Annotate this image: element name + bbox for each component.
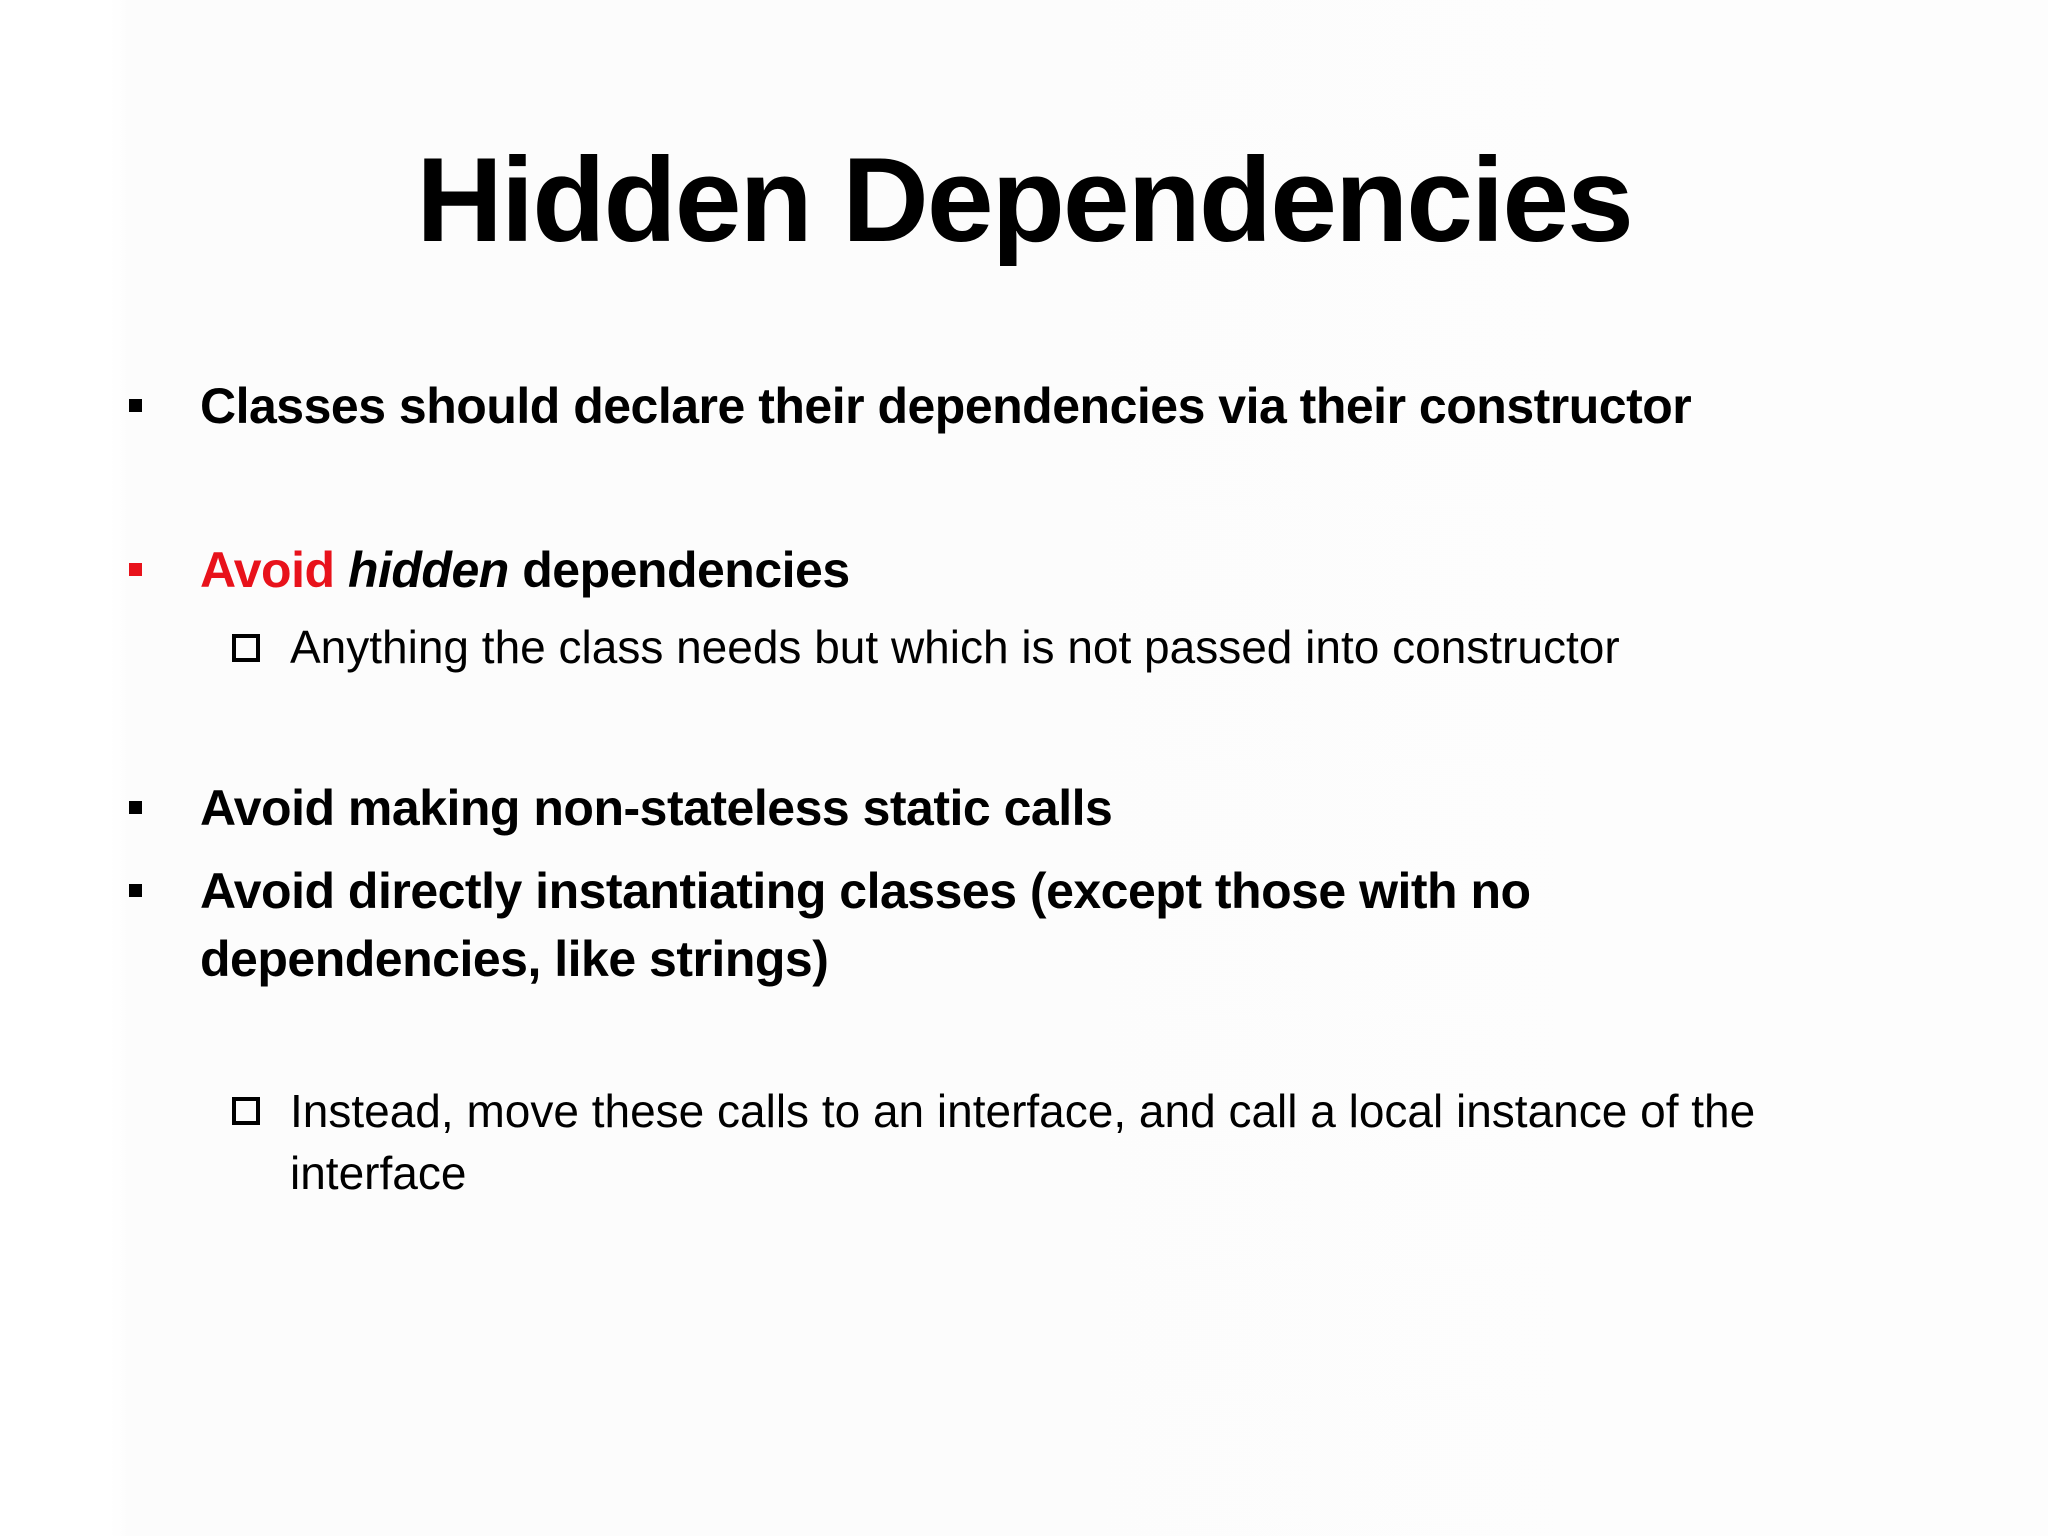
bullet-2-lead: Avoid: [200, 542, 335, 598]
bullet-2-emphasis: hidden: [347, 542, 509, 598]
bullet-square-icon: [129, 884, 142, 897]
bullet-square-red-icon: [129, 563, 142, 576]
bullet-3-text: Avoid making non-stateless static calls: [200, 780, 1113, 836]
bullet-square-icon: [129, 399, 142, 412]
bullet-4-text: Avoid directly instantiating classes (except those with no dependencies, like strings): [200, 863, 1531, 987]
sub-bullet-1-text: Anything the class needs but which is not passed into constructor: [290, 621, 1620, 673]
checkbox-square-icon: [232, 634, 260, 662]
checkbox-square-icon: [232, 1097, 260, 1125]
slide-title: Hidden Dependencies: [416, 133, 1632, 267]
bullet-2-text: [200, 536, 1820, 604]
bullet-1-text: Classes should declare their dependencies via their constructor: [200, 378, 1692, 434]
sub-bullet-2-text: Instead, move these calls to an interface, and call a local instance of the interface: [290, 1085, 1756, 1199]
bullet-2-rest: dependencies: [508, 542, 850, 598]
bullet-square-icon: [129, 801, 142, 814]
